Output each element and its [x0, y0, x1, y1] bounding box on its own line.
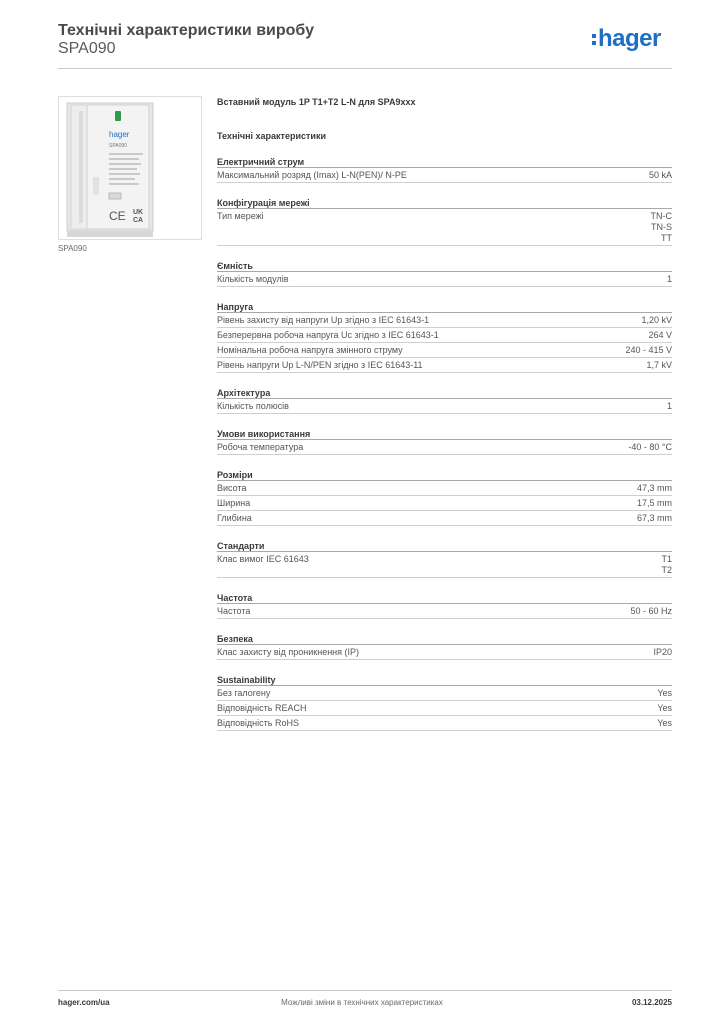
group-title: Архітектура — [217, 387, 672, 399]
spec-value — [625, 345, 672, 356]
group-title: Умови використання — [217, 428, 672, 440]
spec-row — [217, 209, 672, 246]
spec-row — [217, 511, 672, 526]
spec-group — [217, 197, 672, 246]
spec-group — [217, 428, 672, 455]
group-title: Електричний струм — [217, 156, 672, 168]
spec-label: Максимальний розряд (Imax) L-N(PEN)/ N-PE — [217, 170, 407, 180]
spec-value-line: Yes — [657, 718, 672, 728]
group-title: Розміри — [217, 469, 672, 481]
group-title: Безпека — [217, 633, 672, 645]
spec-row — [217, 496, 672, 511]
spec-value-line: 67,3 mm — [636, 513, 672, 523]
logo-dots-icon — [592, 34, 596, 45]
spec-value — [628, 442, 672, 453]
ukca-mark-top: UK — [133, 209, 144, 216]
spec-value — [637, 498, 672, 509]
spec-label: Безперервна робоча напруга Uc згідно з IEC 61643-1 — [217, 330, 439, 340]
spec-value-line: 1,20 kV — [641, 315, 672, 325]
spec-value-line: 50 - 60 Hz — [630, 606, 672, 616]
spec-value-line: IP20 — [653, 647, 672, 657]
footer-notice: Можливі зміни в технічних характеристиках — [281, 998, 443, 1007]
group-title: Частота — [217, 592, 672, 604]
group-title: Sustainability — [217, 674, 672, 686]
spec-label: Номінальна робоча напруга змінного струму — [217, 345, 403, 355]
spec-value-line: Yes — [657, 688, 672, 698]
spec-row — [217, 343, 672, 358]
spec-label: Тип мережі — [217, 211, 264, 221]
spec-row — [217, 686, 672, 701]
spec-value — [648, 330, 672, 341]
spec-row — [217, 272, 672, 287]
spec-row — [217, 552, 672, 578]
section-title: Технічні характеристики — [217, 131, 326, 141]
spec-value — [657, 718, 672, 729]
spec-label: Висота — [217, 483, 247, 493]
spec-label: Робоча температура — [217, 442, 304, 452]
spec-row — [217, 168, 672, 183]
spec-group — [217, 592, 672, 619]
footer-date: 03.12.2025 — [631, 998, 672, 1007]
footer-url[interactable]: hager.com/ua — [58, 998, 110, 1007]
group-title: Ємність — [217, 260, 672, 272]
spec-value — [657, 703, 672, 714]
spec-row — [217, 313, 672, 328]
module-illustration — [59, 97, 201, 239]
spec-value-line: 47,3 mm — [636, 483, 672, 493]
image-caption: SPA090 — [58, 244, 87, 253]
spec-value-line: Yes — [657, 703, 672, 713]
spec-row — [217, 440, 672, 455]
spec-group — [217, 156, 672, 183]
spec-label: Глибина — [217, 513, 252, 523]
spec-group — [217, 260, 672, 287]
spec-label: Відповідність RoHS — [217, 718, 299, 728]
logo-text: hager — [598, 25, 661, 52]
spec-label: Рівень напруги Up L-N/PEN згідно з IEC 61643-11 — [217, 360, 423, 370]
spec-value-line: TN-C — [650, 211, 672, 221]
spec-groups — [217, 156, 672, 731]
spec-label: Відповідність REACH — [217, 703, 307, 713]
spec-value-line: 1,7 kV — [646, 360, 672, 370]
spec-value-line: T2 — [661, 565, 672, 575]
spec-label: Клас захисту від проникнення (IP) — [217, 647, 360, 657]
spec-value — [653, 647, 672, 658]
ukca-mark-bottom: CA — [133, 217, 144, 224]
group-title: Стандарти — [217, 540, 672, 552]
header-divider — [58, 68, 672, 69]
spec-label: Без галогену — [217, 688, 271, 698]
spec-group — [217, 301, 672, 373]
group-title: Напруга — [217, 301, 672, 313]
module-brand: hager — [109, 130, 130, 139]
product-code: SPA090 — [58, 40, 116, 57]
spec-section — [217, 96, 672, 731]
spec-label: Клас вимог IEC 61643 — [217, 554, 309, 564]
spec-value — [651, 211, 673, 244]
spec-group — [217, 633, 672, 660]
product-title: Вставний модуль 1P T1+T2 L-N для SPA9xxx — [217, 97, 416, 107]
spec-label: Рівень захисту від напруги Up згідно з IEC 61643-1 — [217, 315, 430, 325]
spec-value — [649, 170, 672, 181]
page-title: Технічні характеристики виробу — [58, 22, 314, 39]
spec-label: Частота — [217, 606, 251, 616]
spec-value-line: TT — [661, 233, 672, 243]
spec-row — [217, 604, 672, 619]
spec-row — [217, 716, 672, 731]
spec-value — [637, 483, 672, 494]
spec-value-line: 1 — [666, 401, 672, 411]
spec-row — [217, 399, 672, 414]
spec-value — [667, 274, 672, 285]
spec-value — [661, 554, 672, 576]
spec-value-line: T1 — [661, 554, 672, 564]
spec-value-line: 50 kA — [648, 170, 672, 180]
spec-value — [637, 513, 672, 524]
spec-value-line: TN-S — [651, 222, 672, 232]
spec-value — [646, 360, 672, 371]
spec-row — [217, 481, 672, 496]
spec-row — [217, 358, 672, 373]
spec-value-line: 1 — [666, 274, 672, 284]
spec-label: Ширина — [217, 498, 251, 508]
ce-mark: CE — [109, 209, 126, 223]
spec-value — [641, 315, 672, 326]
spec-row — [217, 701, 672, 716]
spec-group — [217, 469, 672, 526]
spec-value — [630, 606, 672, 617]
spec-value-line: 17,5 mm — [636, 498, 672, 508]
spec-value-line: 240 - 415 V — [625, 345, 672, 355]
spec-row — [217, 328, 672, 343]
spec-value-line: -40 - 80 °C — [628, 442, 672, 452]
product-image — [58, 96, 202, 240]
spec-value-line: 264 V — [648, 330, 672, 340]
spec-group — [217, 540, 672, 578]
spec-value — [657, 688, 672, 699]
hager-logo — [592, 27, 661, 57]
spec-group — [217, 387, 672, 414]
spec-row — [217, 645, 672, 660]
footer-divider — [58, 990, 672, 991]
spec-group — [217, 674, 672, 731]
module-model: SPA090 — [109, 143, 127, 149]
spec-value — [667, 401, 672, 412]
group-title: Конфігурація мережі — [217, 197, 672, 209]
spec-label: Кількість модулів — [217, 274, 289, 284]
spec-label: Кількість полюсів — [217, 401, 289, 411]
